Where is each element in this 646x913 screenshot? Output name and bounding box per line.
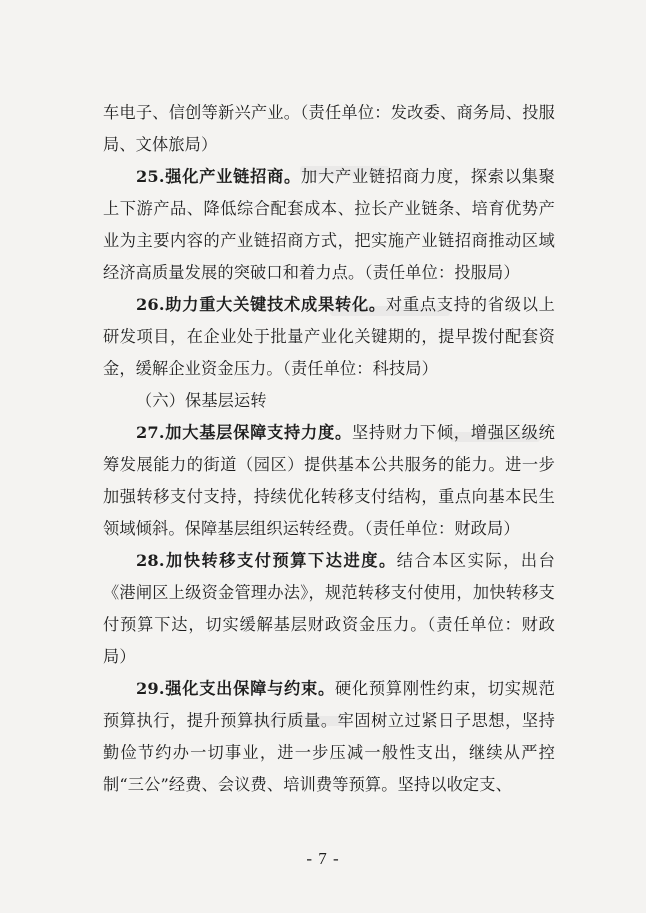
- paragraph-heading: 27.加大基层保障支持力度。: [136, 423, 352, 442]
- paragraph-body: 硬化预算刚性约束，切实规范预算执行，提升预算执行质量。牢固树立过紧日子思想，坚持勤俭节约办一切事业，进一步压减一般性支出，继续从严控制“三公”经费、会议费、培训费等预算。坚持以收定支、: [103, 679, 555, 794]
- paragraph-heading: 25.强化产业链招商。: [136, 167, 302, 186]
- paragraph-heading: 26.助力重大关键技术成果转化。: [136, 295, 386, 314]
- paragraph-28: [103, 545, 555, 673]
- paragraph-26: [103, 289, 555, 385]
- paragraph-27: [103, 417, 555, 545]
- paragraph-body: 车电子、信创等新兴产业。（责任单位：发改委、商务局、投服局、文体旅局）: [103, 103, 555, 154]
- paragraph-heading: 29.强化支出保障与约束。: [136, 679, 335, 698]
- paragraph-body: 坚持财力下倾，增强区级统筹发展能力的街道（园区）提供基本公共服务的能力。进一步加强转移支付支持，持续优化转移支付结构，重点向基本民生领域倾斜。保障基层组织运转经费。（责任单位：财政局）: [103, 423, 555, 538]
- paragraph-25: [103, 161, 555, 289]
- paragraph-heading: 28.加快转移支付预算下达进度。: [136, 551, 397, 570]
- paragraph-continued: [103, 97, 555, 161]
- paragraph-body: 加大产业链招商力度，探索以集聚上下游产品、降低综合配套成本、拉长产业链条、培育优势产业为主要内容的产业链招商方式，把实施产业链招商推动区域经济高质量发展的突破口和着力点。（责任单位：投服局）: [103, 167, 556, 282]
- document-body: [103, 97, 555, 801]
- page-number: - 7 -: [306, 849, 340, 868]
- section-title: （六）保基层运转: [136, 391, 267, 410]
- paragraph-body: 对重点支持的省级以上研发项目，在企业处于批量产业化关键期的，提早拨付配套资金，缓解企业资金压力。（责任单位：科技局）: [103, 295, 556, 378]
- paragraph-body: 结合本区实际，出台《港闸区上级资金管理办法》，规范转移支付使用，加快转移支付预算下达，切实缓解基层财政资金压力。（责任单位：财政局）: [103, 551, 555, 666]
- paragraph-29: [103, 673, 555, 801]
- section-heading-6: [103, 385, 555, 417]
